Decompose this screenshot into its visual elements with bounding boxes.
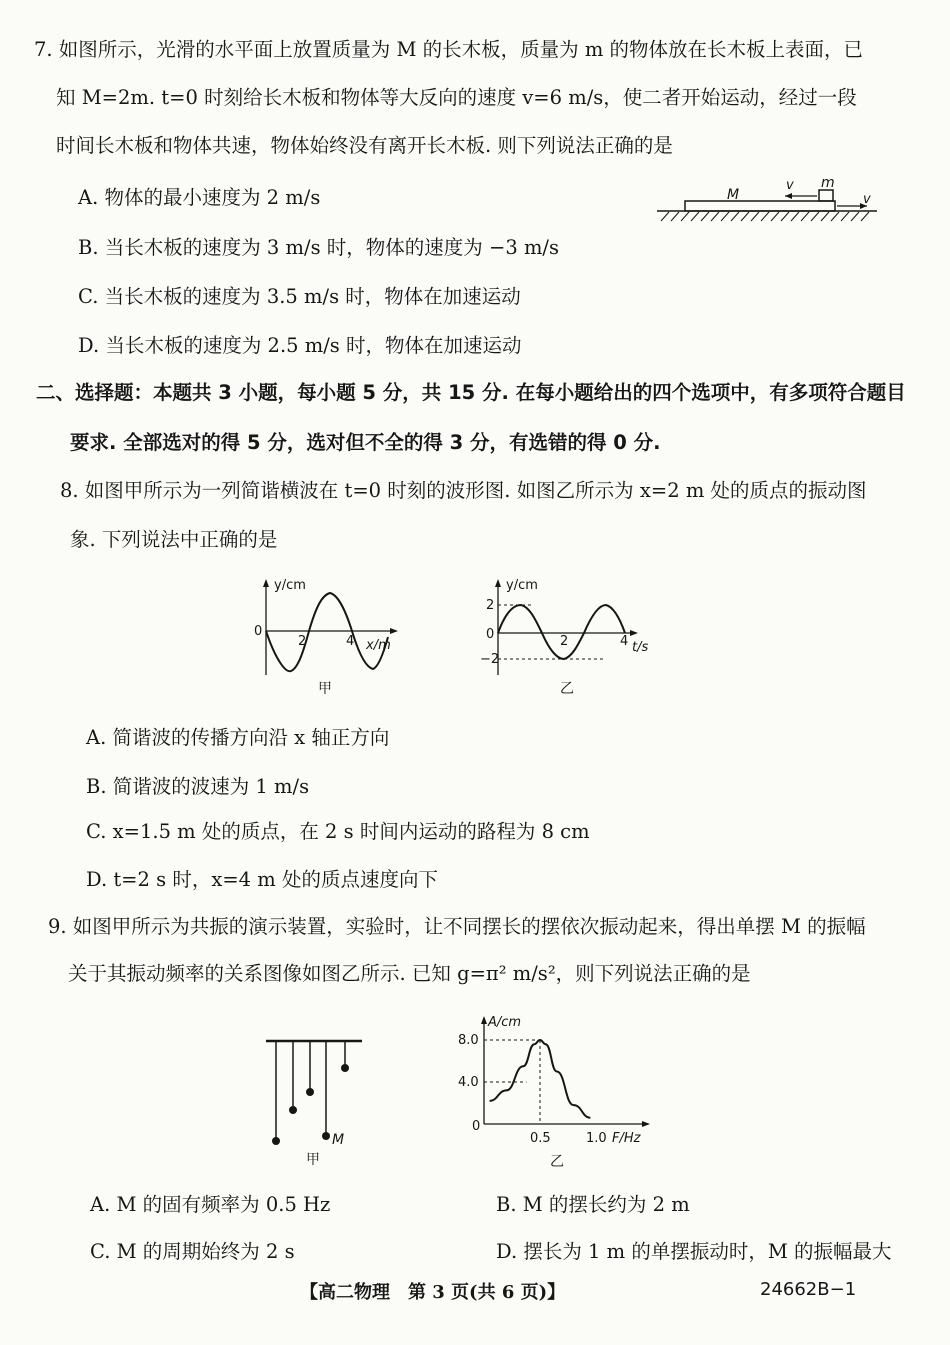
yi-ylabel: y/cm <box>506 578 538 593</box>
label-M: M <box>332 1132 345 1148</box>
q9-option-d: D. 摆长为 1 m 的单摆振动时，M 的振幅最大 <box>496 1240 892 1263</box>
q8-option-c: C. x=1.5 m 处的质点，在 2 s 时间内运动的路程为 8 cm <box>86 820 590 843</box>
chart-caption: 乙 <box>550 1154 564 1170</box>
page-footer-code: 24662B−1 <box>760 1279 857 1300</box>
q8-line2: 象. 下列说法中正确的是 <box>70 528 278 551</box>
yi-xlabel: t/s <box>632 640 649 655</box>
label-M: M <box>727 187 740 203</box>
jia-tick-4: 4 <box>346 634 355 649</box>
q9-line1: 9. 如图甲所示为共振的演示装置，实验时，让不同摆长的摆依次振动起来，得出单摆 M 的振幅 <box>48 915 866 938</box>
yi-ytick-2: 2 <box>486 598 495 613</box>
yi-caption: 乙 <box>560 681 574 697</box>
q7-option-d: D. 当长木板的速度为 2.5 m/s 时，物体在加速运动 <box>78 334 522 357</box>
vibration-curve <box>498 605 625 659</box>
page-footer-title: 【高二物理 第 3 页(共 6 页)】 <box>300 1282 566 1303</box>
jia-tick-2: 2 <box>298 634 307 649</box>
q8-option-b: B. 简谐波的波速为 1 m/s <box>86 775 310 798</box>
q8-line1: 8. 如图甲所示为一列简谐横波在 t=0 时刻的波形图. 如图乙所示为 x=2 m 处的质点的振动图 <box>60 479 867 502</box>
label-v-right: v <box>863 192 871 207</box>
q8-option-d: D. t=2 s 时，x=4 m 处的质点速度向下 <box>86 868 438 891</box>
xtick-1-0: 1.0 <box>586 1131 607 1146</box>
jia-xlabel: x/m <box>366 638 391 653</box>
small-block <box>819 190 833 201</box>
wave-curve <box>266 593 388 671</box>
label-v-left: v <box>786 178 794 193</box>
q9-option-b: B. M 的摆长约为 2 m <box>496 1193 690 1216</box>
q9-resonance-chart <box>440 1012 670 1172</box>
q7-board-figure <box>655 175 885 230</box>
yi-tick-4: 4 <box>620 634 629 649</box>
xtick-0-5: 0.5 <box>530 1131 551 1146</box>
q7-line3: 时间长木板和物体共速，物体始终没有离开长木板. 则下列说法正确的是 <box>56 134 673 157</box>
chart-xlabel: F/Hz <box>612 1131 641 1146</box>
pendulum-M-bob <box>322 1132 330 1140</box>
yi-origin: 0 <box>486 627 495 642</box>
chart-origin: 0 <box>472 1119 481 1134</box>
ytick-4: 4.0 <box>458 1075 479 1090</box>
section2-line1: 二、选择题：本题共 3 小题，每小题 5 分，共 15 分. 在每小题给出的四个选项中，有多项符合题目 <box>36 381 906 404</box>
q9-option-c: C. M 的周期始终为 2 s <box>90 1240 295 1263</box>
ground-hatching <box>661 212 869 221</box>
q7-option-b: B. 当长木板的速度为 3 m/s 时，物体的速度为 −3 m/s <box>78 236 560 259</box>
q7-option-a: A. 物体的最小速度为 2 m/s <box>78 186 321 209</box>
ytick-8: 8.0 <box>458 1033 479 1048</box>
jia-caption: 甲 <box>318 681 332 697</box>
yi-tick-2: 2 <box>560 634 569 649</box>
yi-ytick-neg2: −2 <box>480 652 500 667</box>
q7-option-c: C. 当长木板的速度为 3.5 m/s 时，物体在加速运动 <box>78 285 521 308</box>
q7-line2: 知 M=2m. t=0 时刻给长木板和物体等大反向的速度 v=6 m/s，使二者开始运动，经过一段 <box>56 86 857 109</box>
section2-line2: 要求. 全部选对的得 5 分，选对但不全的得 3 分，有选错的得 0 分. <box>70 431 661 454</box>
q9-pendulum-apparatus <box>262 1035 372 1170</box>
label-m: m <box>821 175 835 191</box>
q8-wave-graph-jia <box>248 575 408 695</box>
q9-line2: 关于其振动频率的关系图像如图乙所示. 已知 g=π² m/s²，则下列说法正确的是 <box>68 962 751 985</box>
jia-caption: 甲 <box>306 1152 320 1168</box>
q7-line1: 7. 如图所示，光滑的水平面上放置质量为 M 的长木板，质量为 m 的物体放在长木板上表面，已 <box>34 38 864 61</box>
chart-ylabel: A/cm <box>488 1015 522 1030</box>
q8-vibration-graph-yi <box>478 575 648 695</box>
q9-option-a: A. M 的固有频率为 0.5 Hz <box>90 1193 331 1216</box>
q8-option-a: A. 简谐波的传播方向沿 x 轴正方向 <box>86 726 390 749</box>
jia-origin: 0 <box>254 624 263 639</box>
jia-ylabel: y/cm <box>274 578 306 593</box>
long-board <box>685 201 835 211</box>
